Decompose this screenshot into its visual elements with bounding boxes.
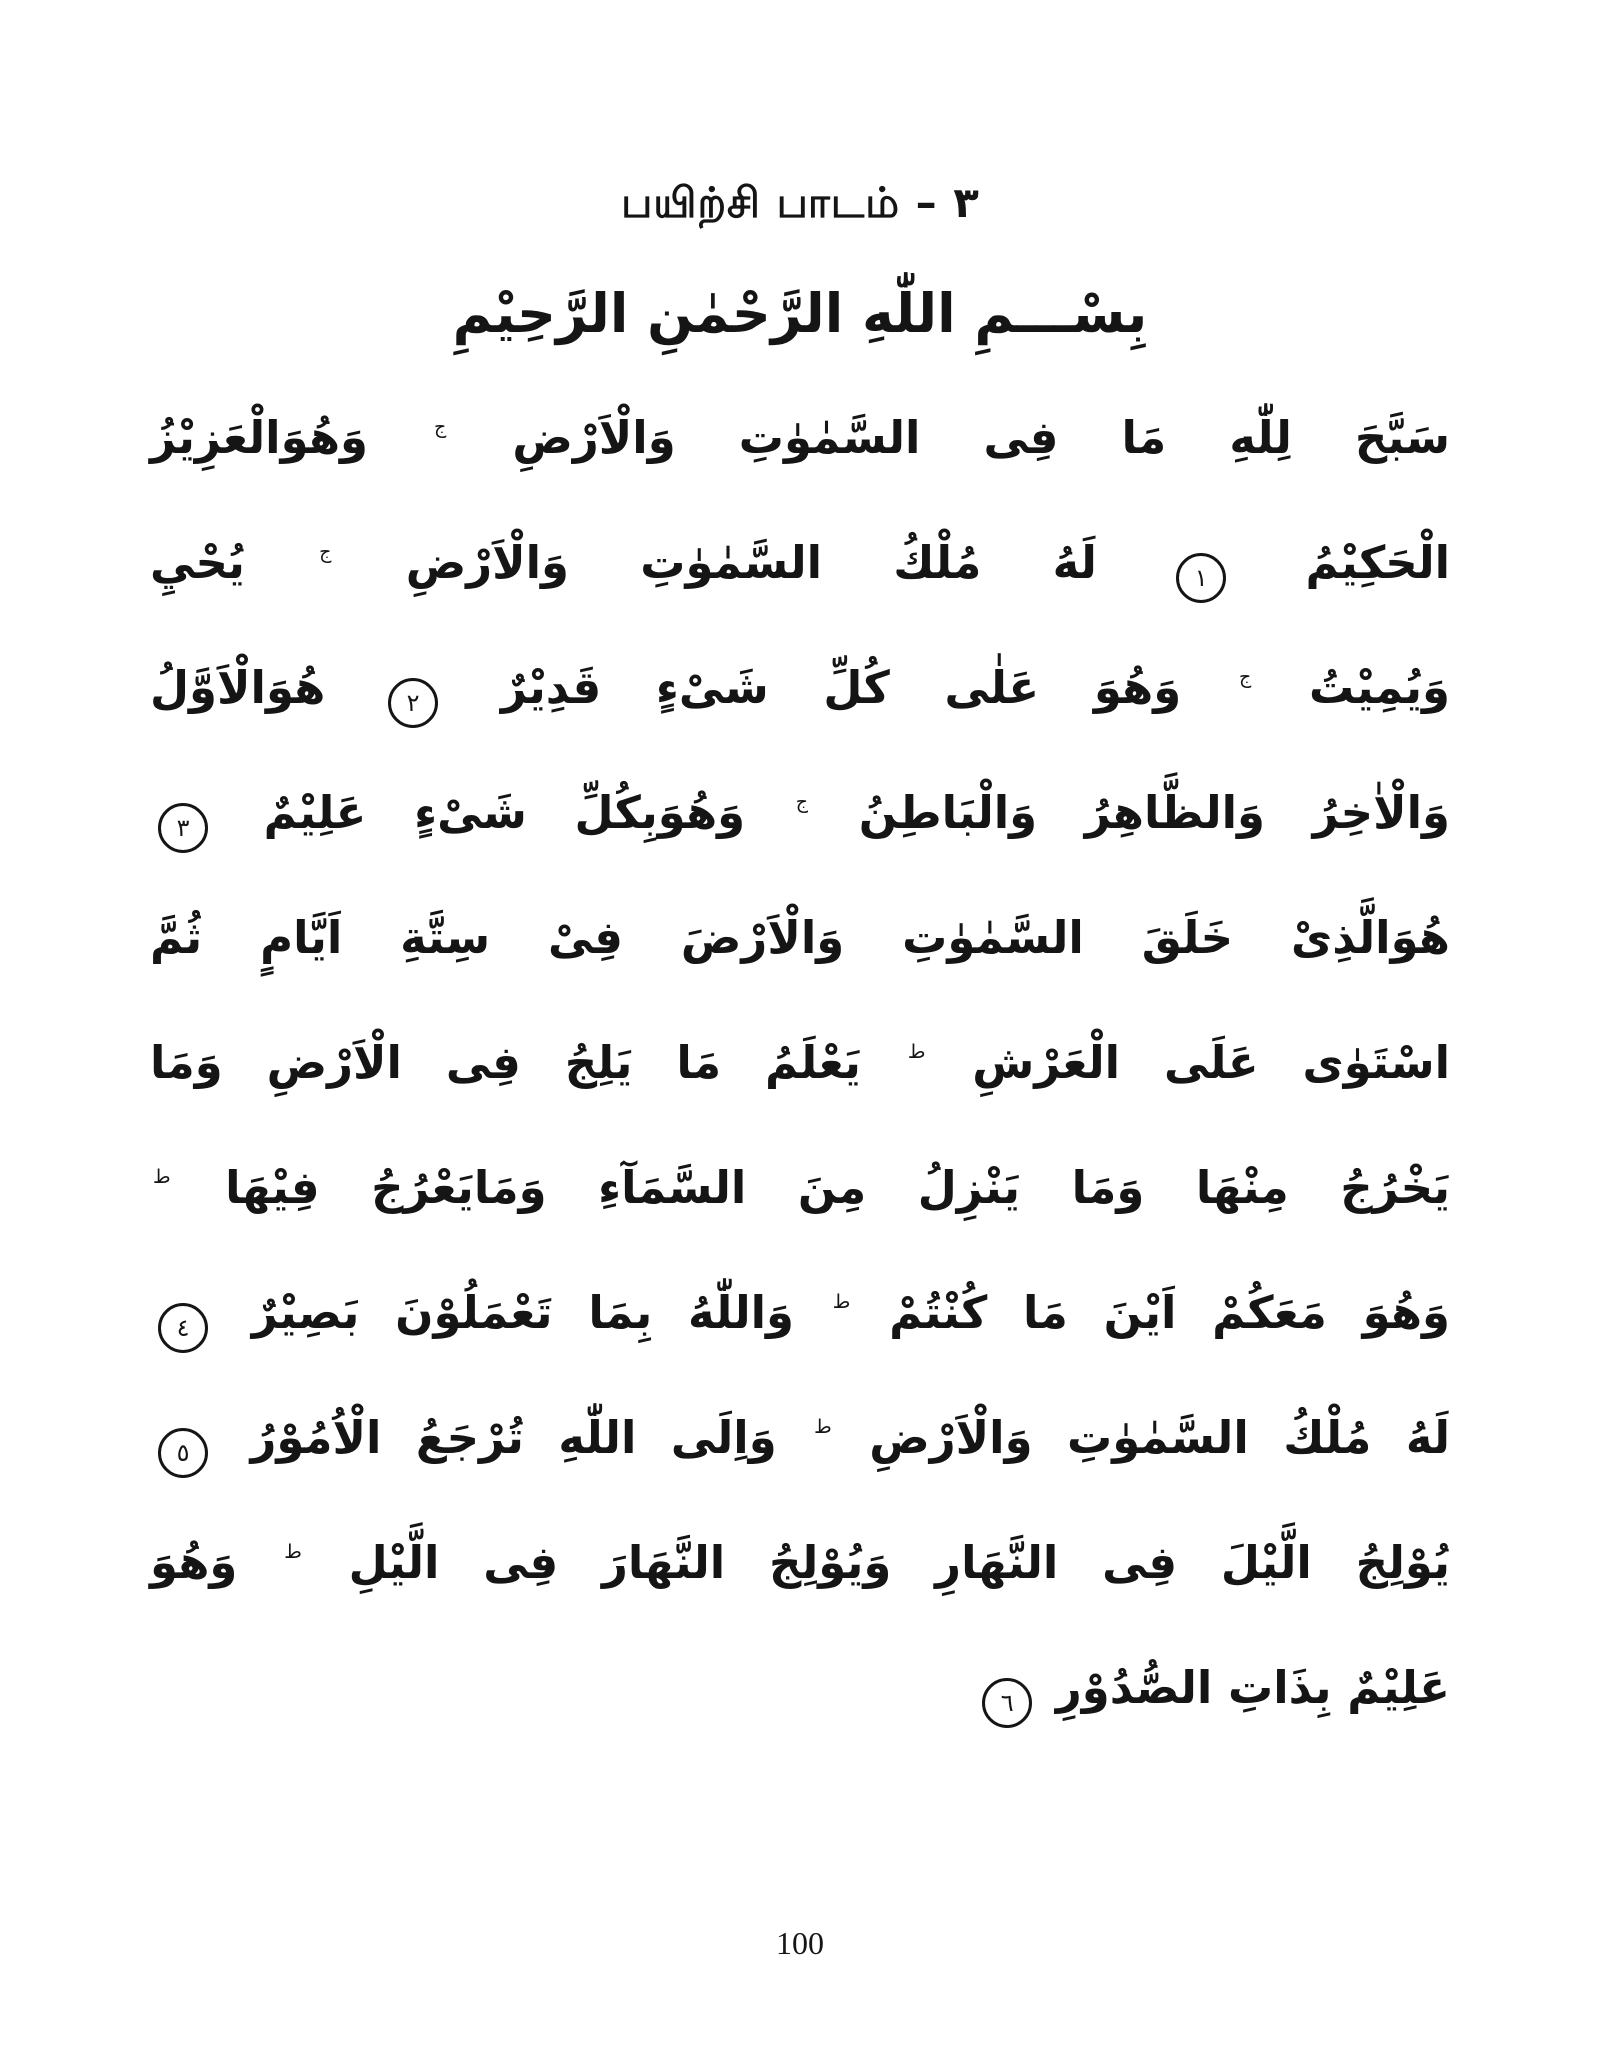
- quran-line-2: [150, 500, 1450, 625]
- ayah-text: وَهُوَ: [150, 1536, 238, 1590]
- pause-mark: ط: [814, 1416, 832, 1439]
- ayah-text: يَعْلَمُ مَا يَلِجُ فِى الْاَرْضِ وَمَا: [150, 1036, 861, 1090]
- pause-mark: ج: [434, 416, 447, 439]
- ayah-text: وَهُوَبِكُلِّ شَىْءٍ عَلِيْمٌ: [263, 786, 746, 840]
- quran-line-9: [150, 1375, 1450, 1500]
- verse-number-marker: ٦: [982, 1678, 1032, 1728]
- verse-number-marker: ٢: [388, 678, 438, 728]
- ayah-text: لَهُ مُلْكُ السَّمٰوٰتِ وَالْاَرْضِ: [869, 1411, 1451, 1465]
- ayah-text: سَبَّحَ لِلّٰهِ مَا فِى السَّمٰوٰتِ وَالْاَرْضِ: [512, 411, 1450, 465]
- ayah-text: وَيُمِيْتُ: [1308, 661, 1451, 715]
- quran-line-1: [150, 375, 1450, 500]
- ayah-text: وَهُوَالْعَزِيْزُ: [150, 411, 368, 465]
- pause-mark: ج: [319, 541, 332, 564]
- ayah-text: وَالْاٰخِرُ وَالظَّاهِرُ وَالْبَاطِنُ: [858, 786, 1450, 840]
- ayah-text: الْحَكِيْمُ: [1305, 536, 1451, 590]
- verse-number-marker: ٥: [158, 1428, 208, 1478]
- quran-line-7: [150, 1125, 1450, 1250]
- quran-line-3: [150, 625, 1450, 750]
- ayah-text: يُوْلِجُ الَّيْلَ فِى النَّهَارِ وَيُوْلِجُ النَّهَارَ فِى الَّيْلِ: [348, 1536, 1451, 1590]
- ayah-text: اسْتَوٰى عَلَى الْعَرْشِ: [972, 1036, 1450, 1090]
- ayah-text: يَخْرُجُ مِنْهَا وَمَا يَنْزِلُ مِنَ السَّمَآءِ وَمَايَعْرُجُ فِيْهَا: [225, 1161, 1450, 1215]
- quran-line-4: [150, 750, 1450, 875]
- ayah-text: وَهُوَ عَلٰى كُلِّ شَىْءٍ قَدِيْرٌ: [500, 661, 1182, 715]
- quran-line-6: [150, 1000, 1450, 1125]
- pause-mark: ط: [832, 1291, 851, 1314]
- ayah-text: وَاللّٰهُ بِمَا تَعْمَلُوْنَ بَصِيْرٌ: [251, 1286, 794, 1340]
- ayah-text: وَهُوَ مَعَكُمْ اَيْنَ مَا كُنْتُمْ: [889, 1286, 1451, 1340]
- ayah-text: عَلِيْمٌ بِذَاتِ الصُّدُوْرِ: [1055, 1661, 1450, 1715]
- verse-number-marker: ٤: [158, 1303, 208, 1353]
- lesson-title: பயிற்சி பாடம் – ٣: [621, 178, 979, 227]
- quran-line-8: [150, 1250, 1450, 1375]
- pause-mark: ط: [284, 1541, 302, 1564]
- ayah-text: يُحْيِ: [150, 536, 245, 590]
- ayah-text: وَاِلَى اللّٰهِ تُرْجَعُ الْاُمُوْرُ: [250, 1411, 777, 1465]
- page-number: 100: [776, 1925, 824, 1961]
- pause-mark: ج: [795, 791, 809, 814]
- quran-text-block: [150, 375, 1450, 1750]
- bismillah-line: بِسْـــمِ اللّٰهِ الرَّحْمٰنِ الرَّحِيْمِ: [452, 282, 1148, 345]
- verse-number-marker: ١: [1176, 553, 1226, 603]
- verse-number-marker: ٣: [158, 803, 208, 853]
- quran-line-11: [150, 1625, 1450, 1750]
- pause-mark: ط: [907, 1041, 926, 1064]
- quran-line-10: [150, 1500, 1450, 1625]
- ayah-text: هُوَالْاَوَّلُ: [150, 661, 326, 715]
- quran-line-5: [150, 875, 1450, 1000]
- pause-mark: ط: [153, 1166, 171, 1189]
- ayah-text: لَهُ مُلْكُ السَّمٰوٰتِ وَالْاَرْضِ: [405, 536, 1097, 590]
- ayah-text: هُوَالَّذِىْ خَلَقَ السَّمٰوٰتِ وَالْاَرْضَ فِىْ سِتَّةِ اَيَّامٍ ثُمَّ: [150, 911, 1450, 965]
- pause-mark: ج: [1238, 666, 1252, 689]
